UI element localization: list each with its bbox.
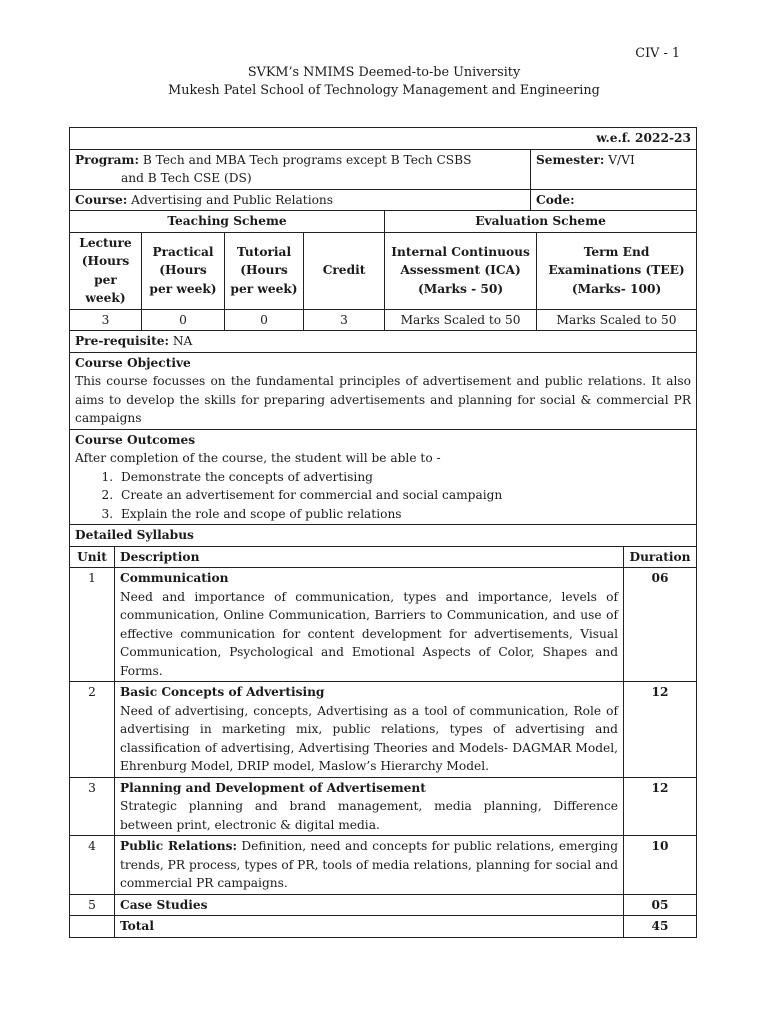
syllabus-tables <box>69 128 697 978</box>
scheme-header: Credit <box>304 232 385 309</box>
program-cell: Program: B Tech and MBA Tech programs except B Tech CSBS and B Tech CSE (DS) <box>70 149 531 189</box>
unit-header: Unit <box>70 546 115 568</box>
page-id: CIV - 1 <box>635 46 680 61</box>
semester-cell: Semester: V/VI <box>531 149 697 189</box>
table-row: 3 Planning and Development of Advertisement Strategic planning and brand management, media planning, Difference between print, electronic & digital media. 12 <box>70 777 697 836</box>
table-row: 4 Public Relations: Definition, need and concepts for public relations, emerging trends, PR process, types of PR, tools of media relations, planning for social and commercial PR campaigns. 10 <box>70 836 697 895</box>
scheme-value: 0 <box>142 309 225 331</box>
table-row: 5 Case Studies 05 <box>70 894 697 916</box>
scheme-header: Internal Continuous Assessment (ICA) (Marks - 50) <box>385 232 537 309</box>
school-name: Mukesh Patel School of Technology Management and Engineering <box>168 83 600 98</box>
scheme-header: Term End Examinations (TEE) (Marks- 100) <box>537 232 697 309</box>
evaluation-scheme: Evaluation Scheme <box>385 211 697 233</box>
table-row: 1 Communication Need and importance of communication, types and importance, levels of communication, Online Communication, Barriers to Communication, and use of effective communication for content development for advertisements, Visual Communication, Psychological and Emotional Aspects of Color, Shapes and Forms. 06 <box>70 568 697 682</box>
syllabus-label: Detailed Syllabus <box>70 525 697 547</box>
syllabus-table <box>69 546 697 938</box>
prerequisite: Pre-requisite: NA <box>70 331 697 353</box>
header-table <box>69 127 697 211</box>
course-objective: Course Objective This course focusses on the fundamental principles of advertisement and public relations. It also aims to develop the skills for preparing advertisements and planning for social & commercial PR campaigns <box>70 352 697 429</box>
outcome-item: 3. Explain the role and scope of public relations <box>117 505 691 524</box>
course-cell: Course: Advertising and Public Relations <box>70 189 531 211</box>
scheme-header: Practical (Hours per week) <box>142 232 225 309</box>
description-header: Description <box>115 546 624 568</box>
wef: w.e.f. 2022-23 <box>70 128 697 150</box>
total-row: Total 45 <box>70 916 697 938</box>
scheme-header: Tutorial (Hours per week) <box>225 232 304 309</box>
teaching-scheme: Teaching Scheme <box>70 211 385 233</box>
course-outcomes: Course Outcomes After completion of the course, the student will be able to - 1. Demonstrate the concepts of advertising 2. Create an advertisement for commercial and social campaign 3. Explain the role and scope of public relations <box>70 429 697 525</box>
code-cell: Code: <box>531 189 697 211</box>
outcome-item: 2. Create an advertisement for commercial and social campaign <box>117 486 691 505</box>
duration-header: Duration <box>624 546 697 568</box>
scheme-table <box>69 210 697 547</box>
outcome-item: 1. Demonstrate the concepts of advertising <box>117 468 691 487</box>
scheme-value: Marks Scaled to 50 <box>385 309 537 331</box>
scheme-value: 3 <box>304 309 385 331</box>
scheme-value: Marks Scaled to 50 <box>537 309 697 331</box>
scheme-value: 3 <box>70 309 142 331</box>
table-row: 2 Basic Concepts of Advertising Need of advertising, concepts, Advertising as a tool of communication, Role of advertising in marketing mix, public relations, types of advertising and classification of advertising, Advertising Theories and Models- DAGMAR Model, Ehrenburg Model, DRIP model, Maslow’s Hierarchy Model. 12 <box>70 682 697 778</box>
scheme-value: 0 <box>225 309 304 331</box>
university-name: SVKM’s NMIMS Deemed-to-be University <box>247 65 521 80</box>
scheme-header: Lecture (Hours per week) <box>70 232 142 309</box>
